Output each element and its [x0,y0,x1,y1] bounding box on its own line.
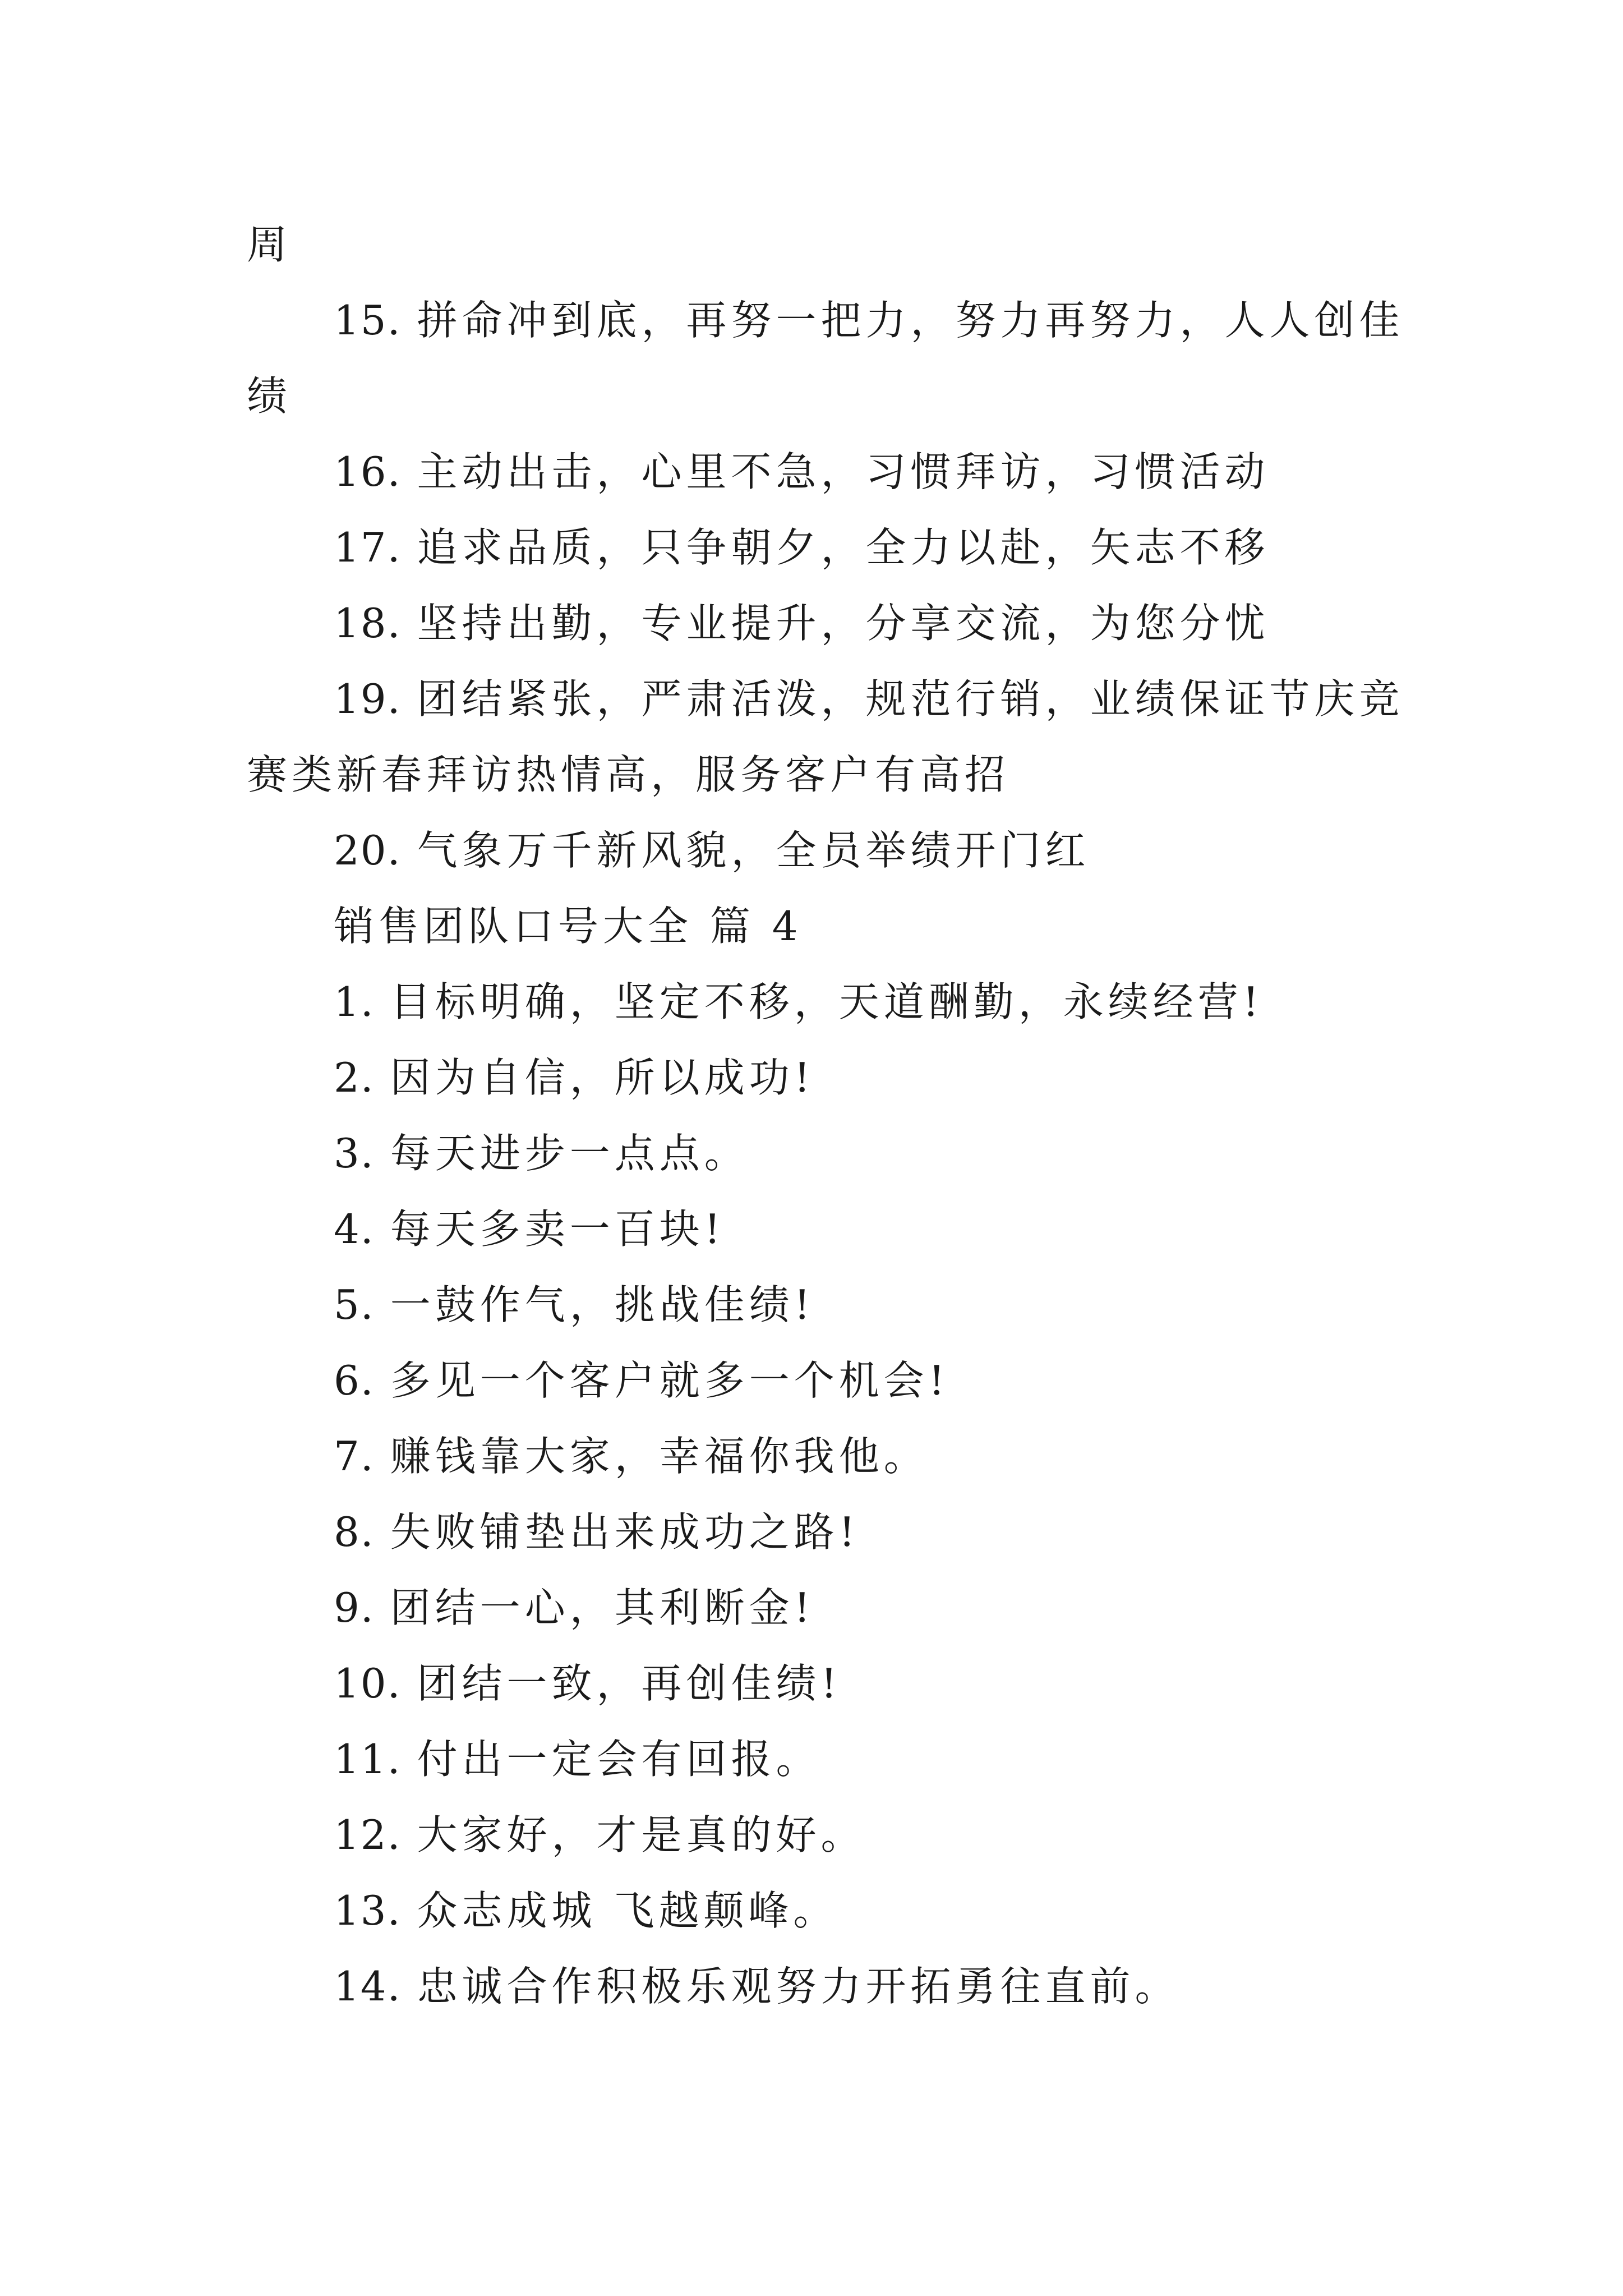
text-line [247,221,292,268]
item-number: 1. [334,978,375,1025]
item-number: 5. [334,1281,375,1328]
item-text: 团结紧张，严肃活泼，规范行销，业绩保证节庆竞 [417,675,1404,723]
item-number: 4. [334,1205,375,1253]
list-item [334,524,1270,571]
item-text: 主动出击，心里不急，习惯拜访，习惯活动 [417,448,1270,495]
item-text: 失败铺垫出来成功之路! [390,1508,860,1556]
list-item [334,1357,949,1404]
item-number: 13. [334,1887,402,1934]
list-item [334,1205,725,1253]
item-text: 团结一心，其利断金! [390,1584,815,1631]
item-number: 15. [334,297,402,344]
item-text: 追求品质，只争朝夕，全力以赴，矢志不移 [417,524,1270,571]
list-item [334,1584,815,1631]
item-text: 每天多卖一百块! [390,1205,725,1253]
item-number: 7. [334,1433,375,1480]
text-line [247,751,1010,798]
item-number: 11. [334,1736,402,1783]
list-item [334,978,1264,1025]
list-item [334,1130,749,1177]
item-text: 拼命冲到底，再努一把力，努力再努力，人人创佳 [417,297,1404,344]
list-item [334,1433,929,1480]
list-item [334,1963,1180,2010]
list-item [334,1508,860,1556]
item-text: 一鼓作气，挑战佳绩! [390,1281,815,1328]
heading-text: 销售团队口号大全 篇 4 [334,903,803,950]
item-number: 18. [334,600,402,647]
item-text: 团结一致，再创佳绩! [417,1660,842,1707]
item-number: 20. [334,827,402,874]
item-number: 16. [334,448,402,495]
item-text: 忠诚合作积极乐观努力开拓勇往直前。 [417,1963,1180,2010]
list-item [334,1811,866,1858]
section-heading [334,903,803,950]
line-text: 赛类新春拜访热情高，服务客户有高招 [247,751,1010,798]
list-item [334,1887,838,1934]
list-item [334,1660,842,1707]
line-text: 绩 [247,372,292,420]
list-item [334,297,1404,344]
item-number: 17. [334,524,402,571]
item-text: 付出一定会有回报。 [417,1736,821,1783]
text-line [247,372,292,420]
item-text: 赚钱靠大家，幸福你我他。 [390,1433,929,1480]
item-number: 3. [334,1130,375,1177]
list-item [334,675,1404,723]
item-text: 气象万千新风貌，全员举绩开门红 [417,827,1090,874]
item-text: 每天进步一点点。 [390,1130,749,1177]
line-text: 周 [247,221,292,268]
item-number: 19. [334,675,402,723]
item-text: 坚持出勤，专业提升，分享交流，为您分忧 [417,600,1270,647]
list-item [334,448,1270,495]
item-number: 10. [334,1660,402,1707]
item-number: 8. [334,1508,375,1556]
item-text: 多见一个客户就多一个机会! [390,1357,949,1404]
item-number: 14. [334,1963,402,2010]
list-item [334,1054,815,1101]
list-item [334,1736,821,1783]
list-item [334,600,1270,647]
list-item [334,1281,815,1328]
item-text: 大家好，才是真的好。 [417,1811,866,1858]
item-number: 2. [334,1054,375,1101]
list-item [334,827,1090,874]
item-number: 9. [334,1584,375,1631]
item-number: 12. [334,1811,402,1858]
item-text: 因为自信，所以成功! [390,1054,815,1101]
item-number: 6. [334,1357,375,1404]
item-text: 目标明确，坚定不移，天道酬勤，永续经营! [390,978,1264,1025]
item-text: 众志成城 飞越颠峰。 [417,1887,838,1934]
